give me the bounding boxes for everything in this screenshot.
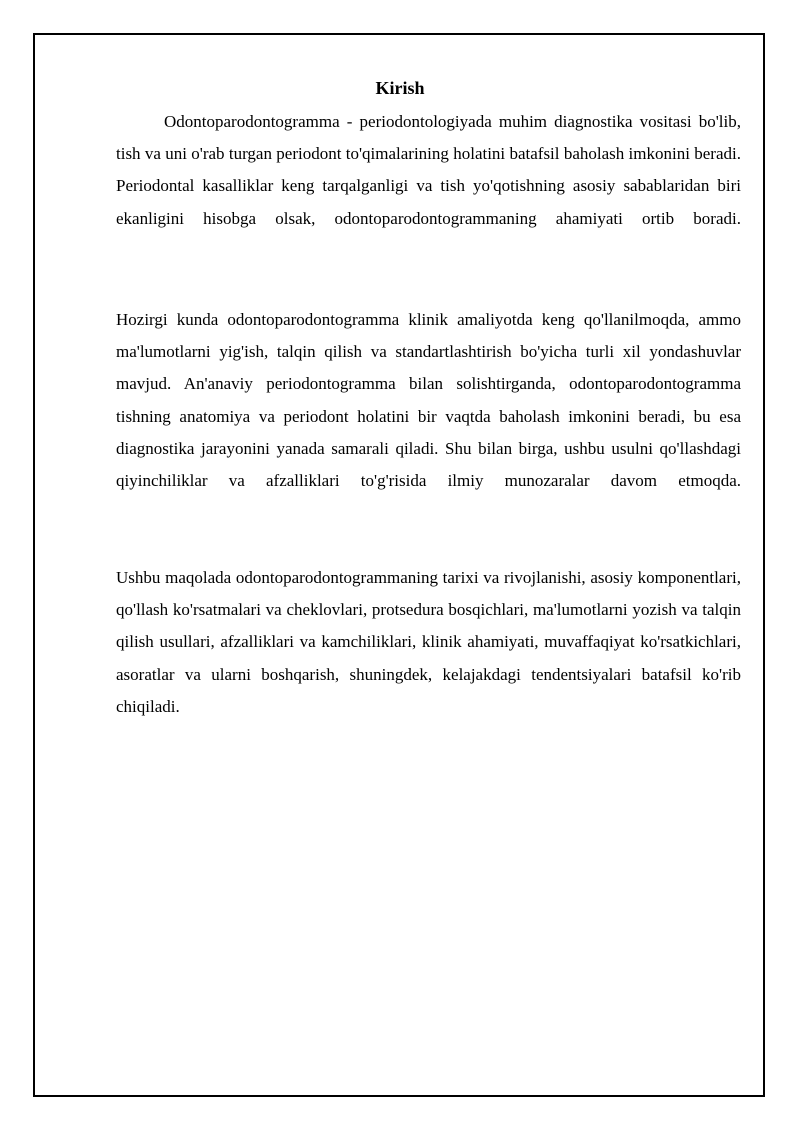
paragraph-article-scope: Ushbu maqolada odontoparodontogrammaning tarixi va rivojlanishi, asosiy komponentlari, qo'llash ko'rsatmalari va cheklovlari, protsedura bosqichlari, ma'lumotlarni yozish va talqin qilish usullari, afzalliklari va kamchiliklari, klinik ahamiyati, muvaffaqiyat ko'rsatkichlari, asoratlar va ularni boshqarish, shuningdek, kelajakdagi tendentsiyalari batafsil ko'rib chiqiladi. bbox=[116, 568, 741, 716]
paragraph-introduction: Odontoparodontogramma - periodontologiyada muhim diagnostika vositasi bo'lib, tish va uni o'rab turgan periodont to'qimalarining holatini batafsil baholash imkonini beradi. Periodontal kasalliklar keng tarqalganligi va tish yo'qotishning asosiy sabablaridan biri ekanligini hisobga olsak, odontoparodontogrammaning ahamiyati ortib boradi. bbox=[116, 112, 741, 228]
paragraph-current-state: Hozirgi kunda odontoparodontogramma klinik amaliyotda keng qo'llanilmoqda, ammo ma'lumotlarni yig'ish, talqin qilish va standartlashtirish bo'yicha turli xil yondashuvlar mavjud. An'anaviy periodontogramma bilan solishtirganda, odontoparodontogramma tishning anatomiya va periodont holatini bir vaqtda baholash imkonini beradi, bu esa diagnostika jarayonini yanada samarali qiladi. Shu bilan birga, ushbu usulni qo'llashdagi qiyinchiliklar va afzalliklari to'g'risida ilmiy munozaralar davom etmoqda. bbox=[116, 310, 741, 491]
document-title: Kirish bbox=[375, 78, 425, 98]
